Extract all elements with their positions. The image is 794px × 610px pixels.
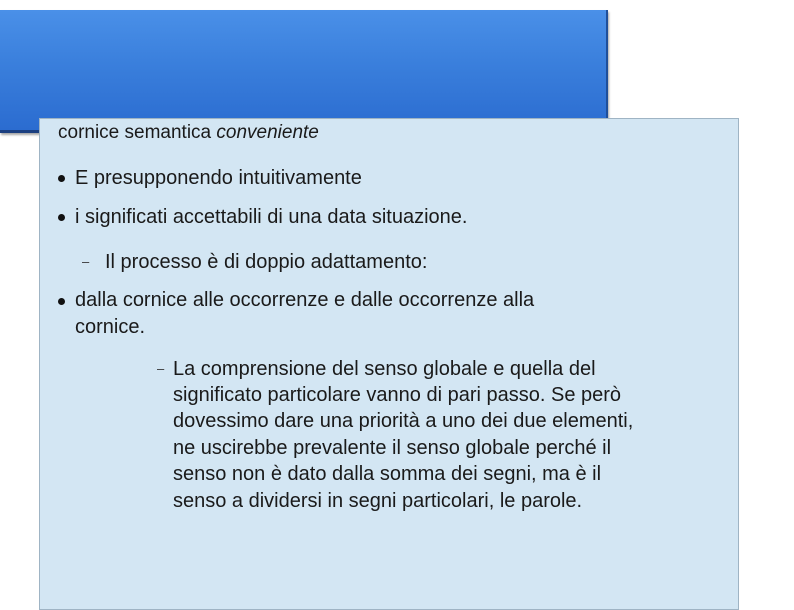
title-italic: conveniente (216, 122, 319, 143)
sub-item-2-line-1: La comprensione del senso globale e quella del (173, 358, 596, 380)
sub-item-2-line-6: senso a dividersi in segni particolari, le parole. (173, 490, 583, 512)
dash-icon: – (157, 361, 165, 376)
bullet-icon (58, 175, 65, 182)
sub-item-2-line-4: ne uscirebbe prevalente il senso globale perché il (173, 437, 612, 459)
bullet-item-1: E presupponendo intuitivamente (75, 167, 362, 189)
sub-item-1: Il processo è di doppio adattamento: (105, 251, 428, 273)
bullet-icon (58, 214, 65, 221)
header-banner (0, 10, 608, 133)
sub-item-2-line-3: dovessimo dare una priorità a uno dei due elementi, (173, 410, 634, 432)
bullet-item-3-line-2: cornice. (75, 316, 146, 338)
dash-icon: – (82, 254, 90, 269)
bullet-item-3-line-1: dalla cornice alle occorrenze e dalle occorrenze alla (75, 289, 535, 311)
slide-title (58, 120, 319, 146)
title-plain: cornice semantica (58, 122, 217, 143)
bullet-item-2: i significati accettabili di una data situazione. (75, 206, 468, 228)
bullet-icon (58, 298, 65, 305)
sub-item-2-line-2: significato particolare vanno di pari passo. Se però (173, 384, 622, 406)
sub-item-2-line-5: senso non è dato dalla somma dei segni, ma è il (173, 463, 602, 485)
